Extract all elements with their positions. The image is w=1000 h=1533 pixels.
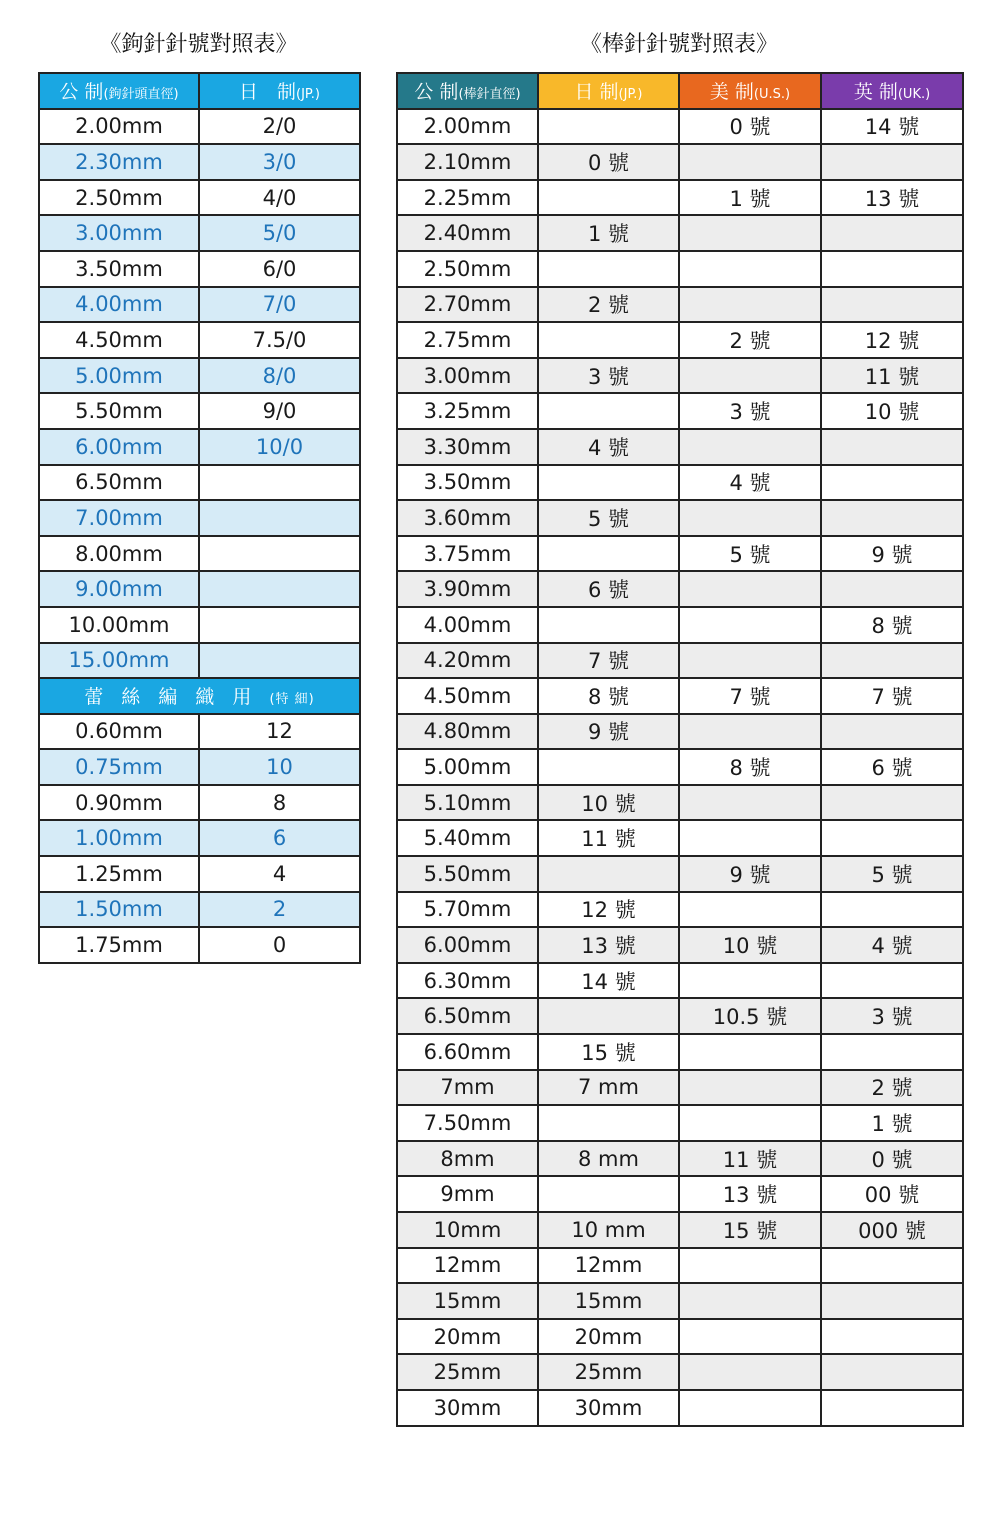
table-cell: 25mm	[397, 1354, 538, 1390]
table-cell: 11 號	[538, 820, 679, 856]
knit-row	[397, 998, 963, 1034]
table-cell: 10.00mm	[39, 607, 199, 643]
table-cell: 7 號	[821, 678, 963, 714]
knit-row	[397, 892, 963, 928]
table-cell: 0 號	[538, 144, 679, 180]
table-cell: 10	[199, 749, 360, 785]
table-cell: 10/0	[199, 429, 360, 465]
table-cell: 0	[199, 927, 360, 963]
table-cell: 15 號	[538, 1034, 679, 1070]
table-cell	[538, 607, 679, 643]
table-cell	[679, 1248, 821, 1284]
table-cell	[538, 998, 679, 1034]
table-cell: 4 號	[821, 927, 963, 963]
table-cell: 6.60mm	[397, 1034, 538, 1070]
knit-row	[397, 109, 963, 145]
table-cell: 3 號	[679, 393, 821, 429]
table-cell	[821, 215, 963, 251]
table-cell	[679, 963, 821, 999]
table-cell: 8 mm	[538, 1141, 679, 1177]
knit-row	[397, 322, 963, 358]
table-cell: 3.25mm	[397, 393, 538, 429]
table-cell: 4.00mm	[39, 287, 199, 323]
table-cell: 000 號	[821, 1212, 963, 1248]
table-cell: 1.25mm	[39, 856, 199, 892]
table-cell: 14 號	[538, 963, 679, 999]
table-cell: 12mm	[397, 1248, 538, 1284]
table-cell: 9 號	[538, 714, 679, 750]
table-cell	[679, 358, 821, 394]
table-cell: 9.00mm	[39, 571, 199, 607]
table-cell	[821, 1248, 963, 1284]
crochet-row	[39, 536, 360, 572]
table-cell: 3 號	[538, 358, 679, 394]
table-cell: 5.50mm	[397, 856, 538, 892]
table-cell: 4.50mm	[39, 322, 199, 358]
table-cell: 14 號	[821, 109, 963, 145]
table-cell: 9mm	[397, 1176, 538, 1212]
table-cell: 5 號	[679, 536, 821, 572]
table-cell: 30mm	[397, 1390, 538, 1426]
lace-section-header: 蕾 絲 編 織 用 (特 細)	[39, 678, 360, 714]
crochet-metric-header: 公 制(鉤針頭直徑)	[39, 73, 199, 109]
lace-row	[39, 749, 360, 785]
table-cell: 5.00mm	[397, 749, 538, 785]
table-cell	[821, 1319, 963, 1355]
knit-row	[397, 963, 963, 999]
knit-uk-header: 英 制(UK.)	[821, 73, 963, 109]
knit-row	[397, 393, 963, 429]
table-cell: 3.50mm	[397, 465, 538, 501]
knit-row	[397, 1248, 963, 1284]
table-cell: 5.00mm	[39, 358, 199, 394]
table-cell	[538, 749, 679, 785]
crochet-row	[39, 429, 360, 465]
table-cell: 30mm	[538, 1390, 679, 1426]
table-cell: 10 號	[821, 393, 963, 429]
table-cell	[679, 251, 821, 287]
lace-row	[39, 820, 360, 856]
table-cell: 7 號	[538, 643, 679, 679]
knit-row	[397, 571, 963, 607]
table-cell: 15.00mm	[39, 643, 199, 679]
crochet-size-table	[38, 72, 361, 964]
knit-row	[397, 144, 963, 180]
table-cell	[821, 785, 963, 821]
crochet-row	[39, 393, 360, 429]
knit-row	[397, 465, 963, 501]
crochet-row	[39, 358, 360, 394]
table-cell: 7.5/0	[199, 322, 360, 358]
knit-row	[397, 749, 963, 785]
table-cell: 12 號	[821, 322, 963, 358]
table-cell: 15mm	[397, 1283, 538, 1319]
table-cell: 2 號	[821, 1070, 963, 1106]
table-cell: 5.70mm	[397, 892, 538, 928]
table-cell	[679, 643, 821, 679]
table-cell	[679, 500, 821, 536]
knit-row	[397, 820, 963, 856]
table-cell: 6.50mm	[39, 465, 199, 501]
knit-row	[397, 1390, 963, 1426]
table-cell: 5 號	[538, 500, 679, 536]
table-cell	[538, 1105, 679, 1141]
table-cell	[679, 1283, 821, 1319]
table-cell: 7/0	[199, 287, 360, 323]
table-cell: 8.00mm	[39, 536, 199, 572]
table-cell	[821, 1034, 963, 1070]
table-cell	[538, 465, 679, 501]
table-cell	[679, 1034, 821, 1070]
table-cell	[679, 144, 821, 180]
knit-row	[397, 856, 963, 892]
crochet-row	[39, 643, 360, 679]
table-cell	[821, 251, 963, 287]
table-cell: 7.00mm	[39, 500, 199, 536]
table-cell: 00 號	[821, 1176, 963, 1212]
table-cell: 3.90mm	[397, 571, 538, 607]
table-cell	[679, 714, 821, 750]
table-cell: 3.50mm	[39, 251, 199, 287]
table-cell	[199, 607, 360, 643]
table-cell	[199, 500, 360, 536]
knit-row	[397, 927, 963, 963]
table-cell: 0.90mm	[39, 785, 199, 821]
crochet-row	[39, 215, 360, 251]
table-cell: 7mm	[397, 1070, 538, 1106]
table-cell: 2.25mm	[397, 180, 538, 216]
table-cell	[821, 963, 963, 999]
knit-row	[397, 1176, 963, 1212]
table-cell: 6 號	[821, 749, 963, 785]
table-cell: 0 號	[679, 109, 821, 145]
table-cell: 20mm	[397, 1319, 538, 1355]
crochet-header-row	[39, 73, 360, 109]
lace-row	[39, 927, 360, 963]
table-cell: 6.00mm	[39, 429, 199, 465]
table-cell: 6.50mm	[397, 998, 538, 1034]
table-cell: 8 號	[679, 749, 821, 785]
table-cell: 8 號	[821, 607, 963, 643]
table-cell: 2/0	[199, 109, 360, 145]
table-cell: 5.40mm	[397, 820, 538, 856]
knitting-size-table	[396, 72, 964, 1427]
table-cell: 6	[199, 820, 360, 856]
table-cell	[821, 1283, 963, 1319]
knit-row	[397, 536, 963, 572]
table-cell: 0 號	[821, 1141, 963, 1177]
knit-header-row	[397, 73, 963, 109]
lace-row	[39, 714, 360, 750]
table-cell	[679, 1070, 821, 1106]
knit-row	[397, 678, 963, 714]
table-cell: 6.00mm	[397, 927, 538, 963]
table-cell	[679, 287, 821, 323]
table-cell	[199, 643, 360, 679]
knit-jp-header: 日 制(JP.)	[538, 73, 679, 109]
table-cell: 0.60mm	[39, 714, 199, 750]
crochet-row	[39, 180, 360, 216]
table-cell: 2.75mm	[397, 322, 538, 358]
knit-row	[397, 785, 963, 821]
table-cell: 10 號	[538, 785, 679, 821]
knit-row	[397, 251, 963, 287]
table-cell: 8/0	[199, 358, 360, 394]
table-cell: 4 號	[679, 465, 821, 501]
lace-row	[39, 892, 360, 928]
table-cell: 11 號	[821, 358, 963, 394]
table-cell	[821, 144, 963, 180]
table-cell	[679, 785, 821, 821]
table-cell: 2 號	[538, 287, 679, 323]
table-cell: 4	[199, 856, 360, 892]
knit-row	[397, 1070, 963, 1106]
crochet-row	[39, 571, 360, 607]
table-cell	[821, 571, 963, 607]
table-cell	[821, 714, 963, 750]
table-cell	[821, 287, 963, 323]
table-cell: 2.00mm	[397, 109, 538, 145]
table-cell: 1 號	[821, 1105, 963, 1141]
table-cell	[538, 856, 679, 892]
table-cell: 5/0	[199, 215, 360, 251]
knit-row	[397, 180, 963, 216]
table-cell: 3.30mm	[397, 429, 538, 465]
table-cell: 1.00mm	[39, 820, 199, 856]
table-cell	[538, 180, 679, 216]
knit-metric-header: 公 制(棒針直徑)	[397, 73, 538, 109]
table-cell: 15 號	[679, 1212, 821, 1248]
table-cell: 2.50mm	[397, 251, 538, 287]
table-cell: 13 號	[679, 1176, 821, 1212]
table-cell	[538, 322, 679, 358]
table-cell	[538, 251, 679, 287]
table-cell: 8mm	[397, 1141, 538, 1177]
table-cell: 4/0	[199, 180, 360, 216]
knit-row	[397, 1105, 963, 1141]
knit-row	[397, 1283, 963, 1319]
knitting-table-title: 《棒針針號對照表》	[579, 32, 778, 57]
crochet-row	[39, 465, 360, 501]
knit-row	[397, 1354, 963, 1390]
table-cell: 25mm	[538, 1354, 679, 1390]
table-cell: 2.10mm	[397, 144, 538, 180]
table-cell: 3/0	[199, 144, 360, 180]
knit-row	[397, 1034, 963, 1070]
table-cell	[538, 109, 679, 145]
table-cell: 12mm	[538, 1248, 679, 1284]
crochet-row	[39, 251, 360, 287]
table-cell: 2.00mm	[39, 109, 199, 145]
table-cell	[679, 1105, 821, 1141]
table-cell: 2.50mm	[39, 180, 199, 216]
table-cell: 20mm	[538, 1319, 679, 1355]
table-cell	[538, 1176, 679, 1212]
table-cell	[821, 1390, 963, 1426]
table-cell: 7 號	[679, 678, 821, 714]
table-cell: 1.50mm	[39, 892, 199, 928]
table-cell: 1 號	[679, 180, 821, 216]
table-cell: 4.20mm	[397, 643, 538, 679]
knit-row	[397, 1141, 963, 1177]
table-cell	[679, 1354, 821, 1390]
table-cell: 6.30mm	[397, 963, 538, 999]
table-cell: 2.30mm	[39, 144, 199, 180]
table-cell	[821, 892, 963, 928]
table-cell: 3.75mm	[397, 536, 538, 572]
table-cell	[679, 1319, 821, 1355]
table-cell	[199, 465, 360, 501]
crochet-row	[39, 500, 360, 536]
table-cell	[679, 215, 821, 251]
table-cell: 6/0	[199, 251, 360, 287]
table-cell: 8 號	[538, 678, 679, 714]
table-cell	[679, 892, 821, 928]
table-cell: 2.40mm	[397, 215, 538, 251]
table-cell	[821, 1354, 963, 1390]
table-cell: 4.80mm	[397, 714, 538, 750]
crochet-jp-header: 日 制(JP.)	[199, 73, 360, 109]
table-cell	[821, 465, 963, 501]
table-cell	[821, 500, 963, 536]
knit-row	[397, 287, 963, 323]
table-cell: 5 號	[821, 856, 963, 892]
table-cell: 3 號	[821, 998, 963, 1034]
knit-row	[397, 643, 963, 679]
table-cell: 10.5 號	[679, 998, 821, 1034]
knit-row	[397, 500, 963, 536]
table-cell: 6 號	[538, 571, 679, 607]
lace-row	[39, 785, 360, 821]
table-cell	[679, 1390, 821, 1426]
knit-row	[397, 358, 963, 394]
knit-row	[397, 714, 963, 750]
table-cell: 5.10mm	[397, 785, 538, 821]
table-cell: 15mm	[538, 1283, 679, 1319]
table-cell	[679, 429, 821, 465]
table-cell: 10mm	[397, 1212, 538, 1248]
table-cell: 1.75mm	[39, 927, 199, 963]
table-cell	[199, 536, 360, 572]
crochet-row	[39, 287, 360, 323]
table-cell: 13 號	[821, 180, 963, 216]
table-cell	[679, 820, 821, 856]
table-cell	[538, 536, 679, 572]
table-cell: 2 號	[679, 322, 821, 358]
table-cell: 7.50mm	[397, 1105, 538, 1141]
table-cell: 12	[199, 714, 360, 750]
table-cell: 12 號	[538, 892, 679, 928]
table-cell: 3.00mm	[39, 215, 199, 251]
table-cell: 2.70mm	[397, 287, 538, 323]
knit-row	[397, 429, 963, 465]
table-cell: 4.00mm	[397, 607, 538, 643]
table-cell: 9 號	[679, 856, 821, 892]
table-cell: 4 號	[538, 429, 679, 465]
crochet-row	[39, 322, 360, 358]
table-cell: 10 號	[679, 927, 821, 963]
crochet-row	[39, 144, 360, 180]
crochet-table-title: 《鉤針針號對照表》	[99, 32, 298, 57]
crochet-row	[39, 109, 360, 145]
table-cell: 11 號	[679, 1141, 821, 1177]
table-cell	[821, 429, 963, 465]
table-cell: 1 號	[538, 215, 679, 251]
table-cell: 8	[199, 785, 360, 821]
table-cell: 9/0	[199, 393, 360, 429]
table-cell	[538, 393, 679, 429]
table-cell: 3.00mm	[397, 358, 538, 394]
crochet-row	[39, 607, 360, 643]
table-cell	[679, 607, 821, 643]
table-cell: 2	[199, 892, 360, 928]
table-cell	[199, 571, 360, 607]
table-cell: 3.60mm	[397, 500, 538, 536]
table-cell	[821, 820, 963, 856]
lace-header-row	[39, 678, 360, 714]
table-cell: 5.50mm	[39, 393, 199, 429]
table-cell	[679, 571, 821, 607]
table-cell	[821, 643, 963, 679]
knit-us-header: 美 制(U.S.)	[679, 73, 821, 109]
knit-row	[397, 1212, 963, 1248]
lace-row	[39, 856, 360, 892]
table-cell: 4.50mm	[397, 678, 538, 714]
knit-row	[397, 215, 963, 251]
table-cell: 7 mm	[538, 1070, 679, 1106]
table-cell: 0.75mm	[39, 749, 199, 785]
table-cell: 13 號	[538, 927, 679, 963]
table-cell: 10 mm	[538, 1212, 679, 1248]
knit-row	[397, 607, 963, 643]
table-cell: 9 號	[821, 536, 963, 572]
knit-row	[397, 1319, 963, 1355]
